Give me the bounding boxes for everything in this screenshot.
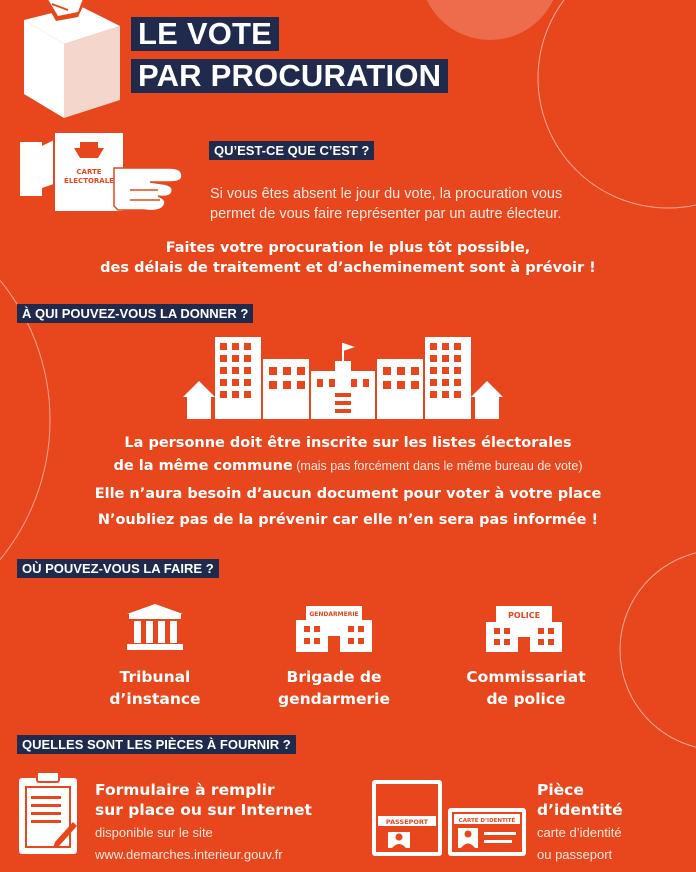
who-line2: [0, 455, 696, 476]
place-tribunal-line2: d’instance: [109, 690, 201, 708]
id-title-line2: d’identité: [537, 801, 623, 819]
police-station-icon: [482, 606, 566, 652]
place-police-line2: de police: [486, 690, 566, 708]
id-sub-line2: ou passeport: [537, 847, 613, 862]
passport-label: PASSEPORT: [385, 818, 429, 826]
gendarmerie-building-icon: [292, 606, 376, 652]
who-line2-bold: de la même commune: [113, 458, 293, 474]
who-line1: La personne doit être inscrite sur les listes électorales: [124, 435, 572, 451]
id-sub-line1: carte d’identité: [537, 825, 622, 840]
place-gendarmerie: [234, 666, 434, 710]
page-title-line2: PAR PROCURATION: [131, 59, 448, 93]
card-label-1: CARTE: [76, 168, 102, 176]
page-title-line1: LE VOTE: [131, 17, 279, 51]
section-heading-where: OÙ POUVEZ-VOUS LA FAIRE ?: [17, 559, 219, 578]
gendarmerie-sign: GENDARMERIE: [309, 611, 359, 618]
clipboard-form-icon: [17, 772, 79, 856]
warning-line1: Faites votre procuration le plus tôt possible,: [165, 240, 531, 256]
who-line2-light: (mais pas forcément dans le même bureau de vote): [292, 459, 583, 473]
ballot-box-icon: [22, 0, 122, 122]
what-text-line2: permet de vous faire représenter par un autre électeur.: [210, 206, 562, 222]
form-title-line2: sur place ou sur Internet: [95, 801, 312, 819]
police-sign: POLICE: [507, 611, 541, 620]
idcard-label: CARTE D’IDENTITÉ: [458, 818, 516, 824]
form-sub-line1: disponible sur le site: [95, 825, 213, 840]
place-gendarmerie-line1: Brigade de: [286, 668, 382, 686]
town-buildings-icon: [183, 335, 503, 420]
place-tribunal: [55, 666, 255, 710]
form-sub-line2: www.demarches.interieur.gouv.fr: [95, 847, 283, 862]
warning-line2: des délais de traitement et d’acheminement sont à prévoir !: [100, 260, 596, 276]
what-text-line1: Si vous êtes absent le jour du vote, la procuration vous: [210, 186, 563, 202]
id-title-line1: Pièce: [537, 781, 584, 799]
courthouse-icon: [127, 604, 183, 650]
hand-with-voter-card-icon: [18, 128, 188, 220]
place-gendarmerie-line2: gendarmerie: [278, 690, 390, 708]
place-police-line1: Commissariat: [466, 668, 586, 686]
who-line4: N’oubliez pas de la prévenir car elle n’en sera pas informée !: [97, 512, 599, 528]
place-police: [426, 666, 626, 710]
identity-documents-icon: [370, 778, 530, 858]
card-label-2: ÉLECTORALE: [64, 177, 114, 185]
section-heading-who: À QUI POUVEZ-VOUS LA DONNER ?: [17, 304, 253, 323]
section-heading-what: QU’EST-CE QUE C’EST ?: [209, 141, 374, 160]
form-title-line1: Formulaire à remplir: [95, 781, 275, 799]
place-tribunal-line1: Tribunal: [119, 668, 191, 686]
section-heading-docs: QUELLES SONT LES PIÈCES À FOURNIR ?: [17, 735, 296, 754]
who-line3: Elle n’aura besoin d’aucun document pour voter à votre place: [94, 486, 602, 502]
